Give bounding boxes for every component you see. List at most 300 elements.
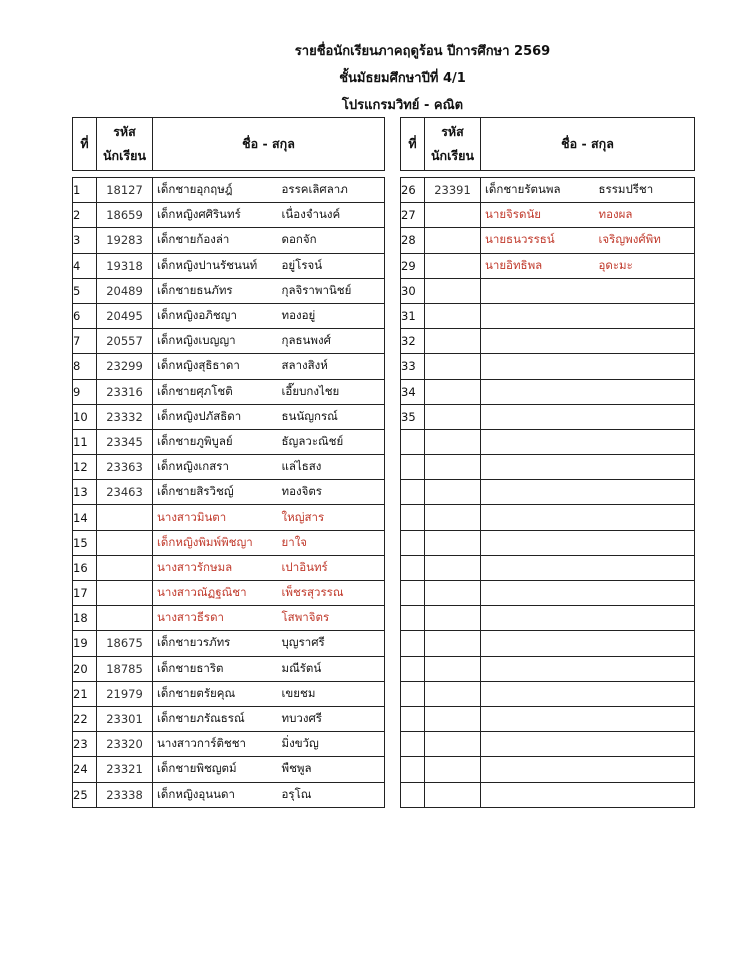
student-first-name [481,782,595,807]
table-row [73,379,385,404]
row-number [73,228,97,253]
student-code-text: 18659 [106,208,143,223]
row-number [73,455,97,480]
student-first-name [153,228,278,253]
row-number [401,178,425,203]
row-number [401,706,425,731]
student-code [97,555,153,580]
row-number-text: 4 [73,258,81,273]
row-number-text: 24 [73,762,88,777]
row-number-text: 1 [73,183,81,198]
table-row [73,581,385,606]
row-number [73,706,97,731]
student-code [425,354,481,379]
student-code-text: 20495 [106,309,143,324]
student-last-name-text: ยาใจ [281,534,308,549]
student-code [97,329,153,354]
student-first-name [481,656,595,681]
student-code [97,606,153,631]
table-row [73,757,385,782]
student-first-name [153,178,278,203]
student-last-name-text: ทองผล [598,207,633,222]
table-row [401,530,695,555]
row-number [401,203,425,228]
table-row [401,228,695,253]
student-code-text: 23463 [106,485,143,500]
student-last-name [595,278,695,303]
table-row [401,581,695,606]
student-last-name [595,178,695,203]
row-number [73,178,97,203]
student-first-name-text: นางสาวมินตา [157,509,227,524]
table-row [401,606,695,631]
row-number [401,429,425,454]
header-student-code [425,118,481,171]
student-code [97,354,153,379]
student-last-name [278,732,385,757]
student-code-text: 21979 [106,686,143,701]
student-last-name-text: เปาอินทร์ [281,559,328,574]
student-last-name [278,429,385,454]
student-code-text: 23321 [106,762,143,777]
student-last-name [278,631,385,656]
student-last-name-text: กุลจิราพานิชย์ [281,282,352,297]
header-name: ชื่อ - สกุล [481,118,695,171]
student-first-name [481,303,595,328]
row-number [73,782,97,807]
student-code [97,782,153,807]
student-code [425,631,481,656]
table-row [401,555,695,580]
row-number-text: 29 [401,258,416,273]
student-first-name-text: นางสาวการ์ติชชา [157,736,247,751]
student-last-name-text: พืชพูล [281,761,312,776]
student-first-name-text: เด็กหญิงเกสรา [157,459,229,474]
student-last-name [595,354,695,379]
student-last-name-text: ธรรมปรีชา [598,182,654,197]
student-code [97,681,153,706]
student-code [97,505,153,530]
student-first-name [153,530,278,555]
row-number [401,757,425,782]
student-first-name [153,631,278,656]
student-first-name-text: เด็กหญิงอุนนดา [157,786,235,801]
row-number [401,656,425,681]
row-number [73,329,97,354]
student-code [97,278,153,303]
student-last-name [595,329,695,354]
student-code [425,329,481,354]
student-code-text: 23338 [106,787,143,802]
row-number [401,530,425,555]
student-first-name [153,278,278,303]
student-first-name [481,757,595,782]
row-number [73,429,97,454]
student-last-name-text: กุลธนพงศ์ [281,333,331,348]
row-number-text: 20 [73,661,88,676]
table-row [401,303,695,328]
student-first-name [481,178,595,203]
row-number [401,354,425,379]
student-code-text: 23299 [106,359,143,374]
table-row [73,505,385,530]
student-code-text: 23301 [106,712,143,727]
row-number [401,455,425,480]
student-code-text: 18127 [106,183,143,198]
table-row [401,480,695,505]
student-first-name [153,303,278,328]
student-code [97,581,153,606]
student-code [425,429,481,454]
table-row [401,329,695,354]
table-row [73,732,385,757]
student-code [97,404,153,429]
row-number [73,354,97,379]
student-last-name [595,429,695,454]
row-number [401,303,425,328]
student-first-name [153,656,278,681]
row-number-text: 22 [73,712,88,727]
student-code [97,656,153,681]
student-last-name [595,303,695,328]
row-number [401,732,425,757]
student-code [97,303,153,328]
table-row [401,278,695,303]
table-row [73,480,385,505]
student-code-text: 23391 [434,183,471,198]
student-first-name [153,379,278,404]
row-number-text: 34 [401,384,416,399]
table-row [73,606,385,631]
student-first-name-text: เด็กหญิงพิมพ์พิชญา [157,534,253,549]
student-first-name [153,706,278,731]
student-code-text: 23316 [106,384,143,399]
student-first-name [481,732,595,757]
student-last-name [595,530,695,555]
student-first-name [481,505,595,530]
row-number-text: 32 [401,334,416,349]
row-number-text: 12 [73,460,88,475]
table-row [401,681,695,706]
student-first-name [481,379,595,404]
table-header-row [73,118,385,171]
table-row [401,631,695,656]
student-last-name [278,455,385,480]
student-last-name [595,656,695,681]
student-code [425,303,481,328]
table-row [401,732,695,757]
row-number-text: 35 [401,409,416,424]
row-number [401,505,425,530]
student-code [97,631,153,656]
table-row [73,329,385,354]
student-code-text: 18785 [106,661,143,676]
student-last-name [278,253,385,278]
student-last-name [278,656,385,681]
student-code-text: 19283 [106,233,143,248]
table-row [73,228,385,253]
student-last-name [595,631,695,656]
row-number-text: 33 [401,359,416,374]
student-first-name [153,732,278,757]
student-first-name-text: นายจิรดนัย [485,207,542,222]
header-no: ที่ [73,118,97,171]
student-code [425,681,481,706]
student-last-name-text: เอี๊ยบกงไชย [281,383,340,398]
row-number [401,480,425,505]
student-code [425,706,481,731]
student-last-name [595,480,695,505]
student-first-name [153,581,278,606]
student-first-name [153,606,278,631]
student-code [97,178,153,203]
student-first-name [153,480,278,505]
student-last-name [278,757,385,782]
student-first-name [481,530,595,555]
student-last-name [278,782,385,807]
student-code [425,505,481,530]
student-code [97,379,153,404]
row-number [73,631,97,656]
student-last-name [278,581,385,606]
student-first-name-text: เด็กชายศุภโชติ [157,383,233,398]
row-number [73,757,97,782]
student-code [425,606,481,631]
student-last-name [595,228,695,253]
row-number-text: 3 [73,233,81,248]
student-code [97,732,153,757]
student-first-name [481,253,595,278]
table-row [73,404,385,429]
student-first-name [481,480,595,505]
student-code [425,278,481,303]
table-row [401,782,695,807]
table-row [73,782,385,807]
student-first-name-text: เด็กชายพิชญตม์ [157,761,237,776]
row-number [401,581,425,606]
student-code [97,253,153,278]
student-first-name [481,455,595,480]
row-number-text: 27 [401,208,416,223]
student-first-name-text: นายธนวรรธน์ [485,232,555,247]
student-last-name [278,329,385,354]
table-row [73,354,385,379]
row-number [73,732,97,757]
student-first-name [153,455,278,480]
student-last-name [595,253,695,278]
table-row [73,656,385,681]
student-first-name-text: เด็กชายภูพิบูลย์ [157,433,233,448]
row-number-text: 16 [73,560,88,575]
student-first-name [153,253,278,278]
table-row [73,681,385,706]
student-last-name [278,278,385,303]
table-row [73,530,385,555]
student-last-name [278,354,385,379]
header-name: ชื่อ - สกุล [153,118,385,171]
row-number [73,656,97,681]
student-code [425,480,481,505]
student-first-name-text: นางสาวรักษมล [157,559,233,574]
student-first-name [481,681,595,706]
student-first-name [481,228,595,253]
student-first-name [153,757,278,782]
student-last-name [278,681,385,706]
student-last-name-text: ทองอยู่ [281,308,316,323]
table-row [401,505,695,530]
student-first-name [153,354,278,379]
student-first-name-text: เด็กหญิงศศิรินทร์ [157,207,241,222]
student-code [97,203,153,228]
table-row [73,253,385,278]
row-number [73,253,97,278]
table-row [401,706,695,731]
row-number-text: 31 [401,309,416,324]
student-code [425,732,481,757]
student-code [425,530,481,555]
student-last-name-text: มิ่งขวัญ [281,736,319,751]
student-code [425,404,481,429]
table-row [73,455,385,480]
table-row [401,404,695,429]
student-code-text: 19318 [106,258,143,273]
student-code-text: 23363 [106,460,143,475]
row-number-text: 30 [401,283,416,298]
program-line: โปรแกรมวิทย์ - คณิต [341,98,464,113]
row-number-text: 8 [73,359,81,374]
student-last-name [278,178,385,203]
student-first-name-text: เด็กชายวรภัทร [157,635,231,650]
student-first-name-text: เด็กชายสิรวิชญ์ [157,484,234,499]
table-row [401,656,695,681]
row-number [73,530,97,555]
student-code [425,203,481,228]
student-first-name [153,203,278,228]
student-first-name [481,606,595,631]
student-last-name-text: ใหญ่สาร [281,509,325,524]
student-last-name-text: อยู่โรจน์ [281,257,323,272]
student-last-name [278,379,385,404]
row-number [73,278,97,303]
student-last-name-text: อรุโณ [281,786,312,801]
student-first-name-text: นางสาวณัฏฐณิชา [157,585,247,600]
student-first-name [153,555,278,580]
row-number-text: 28 [401,233,416,248]
student-first-name [153,329,278,354]
student-last-name [595,203,695,228]
table-row [401,429,695,454]
student-code [425,782,481,807]
student-first-name-text: เด็กชายธนภัทร [157,282,233,297]
student-last-name-text: สลางสิงห์ [281,358,328,373]
student-first-name [481,631,595,656]
student-first-name [481,706,595,731]
student-first-name [481,404,595,429]
student-last-name [595,606,695,631]
row-number-text: 13 [73,485,88,500]
student-last-name [278,404,385,429]
student-first-name-text: เด็กชายธาริต [157,660,224,675]
student-last-name-text: อรรคเลิศลาภ [281,182,348,197]
student-last-name [278,203,385,228]
table-row [73,178,385,203]
student-first-name-text: เด็กชายรัตนพล [485,182,561,197]
student-first-name [481,581,595,606]
student-last-name [595,404,695,429]
table-row [401,757,695,782]
student-first-name [153,404,278,429]
student-code [425,455,481,480]
table-row [73,706,385,731]
row-number-text: 17 [73,586,88,601]
row-number-text: 21 [73,686,88,701]
row-number [401,555,425,580]
student-code [425,379,481,404]
row-number [401,404,425,429]
row-number-text: 25 [73,787,88,802]
student-last-name [595,581,695,606]
student-rows-left [73,178,385,808]
table-row [73,555,385,580]
student-last-name [278,530,385,555]
header-student-code [97,118,153,171]
student-code [425,178,481,203]
row-number-text: 23 [73,737,88,752]
student-last-name-text: มณีรัตน์ [281,660,322,675]
student-last-name-text: เพ็ชรสุวรรณ [281,585,344,600]
row-number [73,681,97,706]
student-first-name [153,782,278,807]
student-table-right [400,117,695,808]
student-code-text: 23320 [106,737,143,752]
header-code-line1: รหัส [441,124,464,139]
row-number-text: 9 [73,384,81,399]
student-first-name [481,278,595,303]
table-header-row [401,118,695,171]
student-code [425,228,481,253]
header-gap [401,171,695,178]
student-last-name-text: เขยชม [281,685,316,700]
student-last-name-text: เจริญพงศ์พิท [598,232,661,247]
row-number-text: 10 [73,409,88,424]
row-number [73,203,97,228]
student-last-name [278,505,385,530]
student-first-name-text: เด็กชายอุกฤษฎ์ [157,182,233,197]
student-first-name [481,354,595,379]
student-first-name [153,429,278,454]
student-first-name-text: เด็กหญิงสุธิธาดา [157,358,240,373]
student-last-name-text: ทบวงศรี [281,711,322,726]
student-last-name [595,555,695,580]
row-number [401,228,425,253]
table-row [401,253,695,278]
table-row [73,429,385,454]
row-number-text: 6 [73,309,81,324]
table-row [401,203,695,228]
row-number [73,480,97,505]
row-number [73,303,97,328]
student-last-name-text: บุญราศรี [281,635,325,650]
student-code [425,555,481,580]
student-last-name [595,706,695,731]
student-first-name-text: นายอิทธิพล [485,257,543,272]
student-code-text: 20489 [106,283,143,298]
student-first-name-text: เด็กหญิงเบญญา [157,333,236,348]
header-code-line2: นักเรียน [431,148,474,163]
student-code-text: 18675 [106,636,143,651]
row-number-text: 15 [73,535,88,550]
student-first-name [153,505,278,530]
